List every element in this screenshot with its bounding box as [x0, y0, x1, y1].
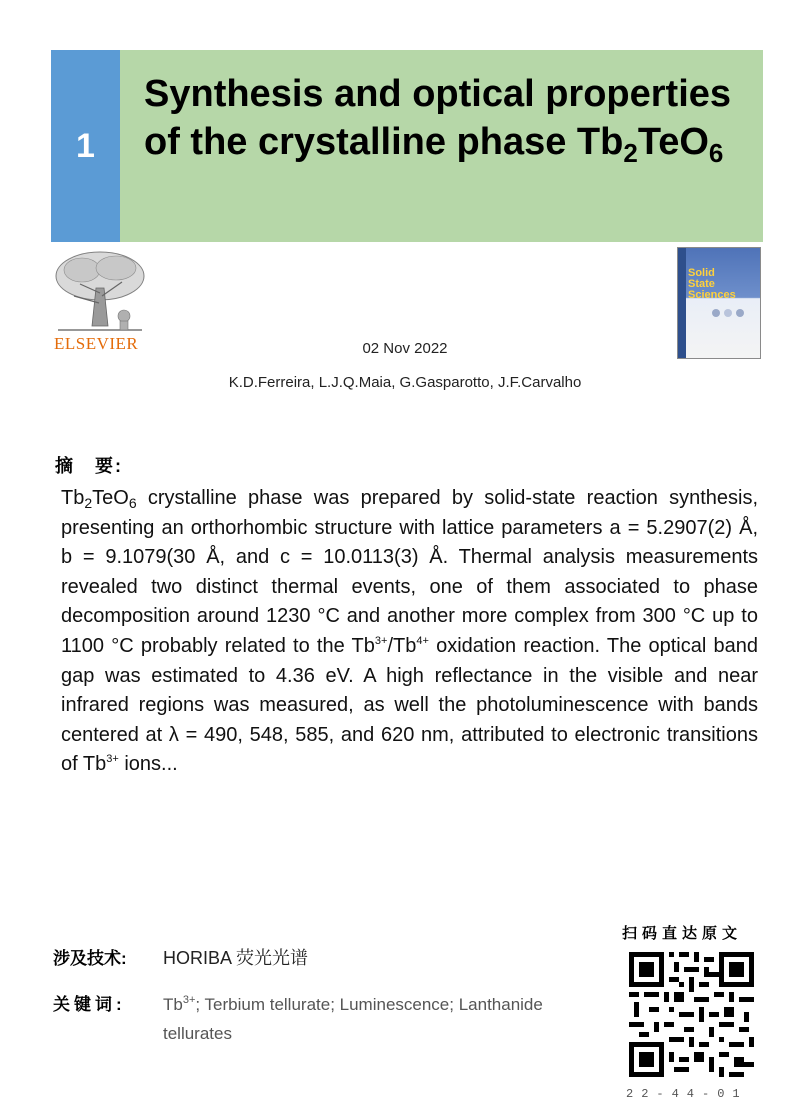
qr-code-icon[interactable]	[629, 952, 754, 1077]
qr-caption: 扫码直达原文	[622, 925, 743, 942]
formula-subscript-2: 6	[128, 495, 137, 511]
keyword-ion: Tb	[163, 995, 183, 1014]
ion-charge: 3+	[374, 634, 388, 647]
keyword-ion-charge: 3+	[182, 994, 196, 1006]
page-code: 22-44-01	[626, 1087, 748, 1101]
abstract-text-tb: /Tb	[387, 634, 417, 657]
cover-title	[688, 268, 736, 301]
cover-title-line: State	[688, 278, 715, 290]
technology-label: 涉及技术:	[53, 949, 127, 968]
cover-title-line: Solid	[688, 267, 715, 279]
article-number: 1	[76, 126, 95, 165]
abstract-heading: 摘 要:	[55, 456, 123, 476]
abstract-text	[61, 484, 758, 780]
publication-date: 02 Nov 2022	[362, 340, 448, 357]
ion-charge-2: 4+	[416, 634, 429, 647]
keywords-value	[163, 990, 543, 1048]
title-text-2: TeO	[637, 121, 709, 163]
ion-charge-3: 3+	[106, 753, 119, 766]
technology-value: HORIBA 荧光光谱	[163, 948, 309, 968]
keywords-label: 关键词:	[53, 995, 126, 1014]
cover-title-line: Sciences	[688, 289, 736, 301]
article-title	[144, 70, 754, 166]
title-text: Synthesis and optical properties of the crystalline phase Tb	[144, 73, 732, 163]
cover-illustration	[710, 306, 748, 320]
formula-text: Tb	[61, 487, 85, 509]
abstract-text-part-3: ions...	[118, 753, 178, 776]
title-subscript: 2	[623, 138, 638, 168]
abstract-text-part-2: oxidation reaction. The optical band gap was estimated to 4.36 eV. A high reflectance in the visible and near infrared regions was measured, as well the photoluminescence with bands centered at λ = 490, 548, 585, and 620 nm, attributed to electronic transitions of Tb	[61, 634, 758, 776]
abstract-text-part-1: crystalline phase was prepared by solid-state reaction synthesis, presenting an orthorhombic structure with lattice parameters a = 5.2907(2) Å, b = 9.1079(30 Å, and c = 10.0113(3) Å. Thermal analysis measurements revealed two distinct thermal events, one of them associated to phase decomposition around 1230 °C and another more complex from 300 °C up to 1100 °C probably related to the Tb	[61, 487, 758, 657]
article-number-badge	[51, 50, 120, 242]
title-banner	[120, 50, 763, 242]
formula-subscript: 2	[84, 495, 93, 511]
formula-text-2: TeO	[92, 487, 129, 509]
keyword-list: ; Terbium tellurate; Luminescence; Lanthanide tellurates	[163, 995, 543, 1043]
author-list: K.D.Ferreira, L.J.Q.Maia, G.Gasparotto, J.F.Carvalho	[228, 374, 582, 391]
elsevier-wordmark: ELSEVIER	[54, 334, 139, 353]
title-subscript-2: 6	[708, 138, 724, 168]
